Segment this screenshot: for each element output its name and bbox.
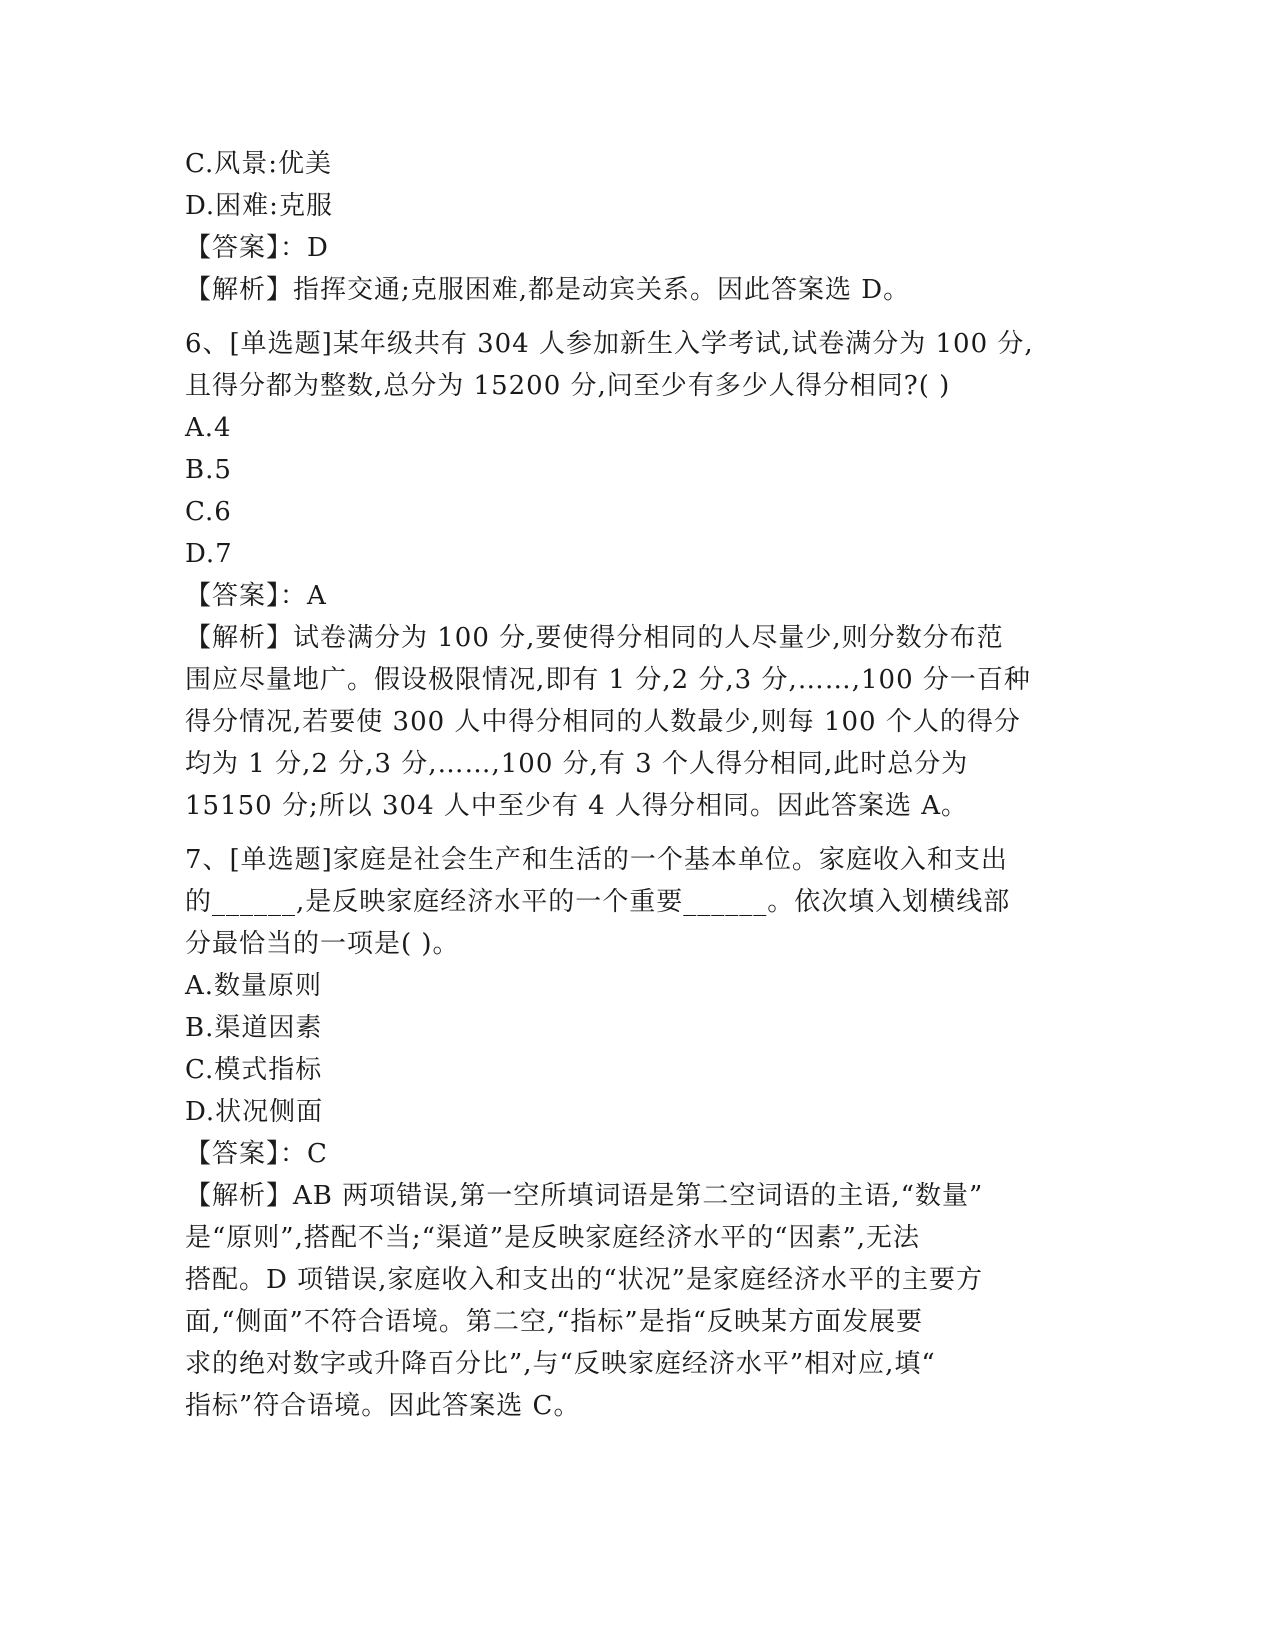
answer-line: 【答案】：A (185, 581, 327, 611)
option-b: B.5 (185, 455, 232, 485)
analysis-line: 面,“侧面”不符合语境。第二空,“指标”是指“反映某方面发展要 (185, 1307, 923, 1337)
question-stem-line: 的______,是反映家庭经济水平的一个重要______。依次填入划横线部 (185, 887, 1011, 917)
question-stem-line: 7、[单选题]家庭是社会生产和生活的一个基本单位。家庭收入和支出 (185, 845, 1008, 875)
analysis-line: 是“原则”,搭配不当;“渠道”是反映家庭经济水平的“因素”,无法 (185, 1223, 921, 1253)
question-stem-line: 且得分都为整数,总分为 15200 分,问至少有多少人得分相同?( ) (185, 371, 951, 401)
analysis-line: 求的绝对数字或升降百分比”,与“反映家庭经济水平”相对应,填“ (185, 1349, 936, 1379)
option-a: A.4 (185, 413, 232, 443)
analysis-line: 【解析】指挥交通;克服困难,都是动宾关系。因此答案选 D。 (185, 275, 911, 305)
analysis-line: 均为 1 分,2 分,3 分,……,100 分,有 3 个人得分相同,此时总分为 (185, 749, 969, 779)
question-7 (185, 839, 1085, 1427)
question-stem-line: 6、[单选题]某年级共有 304 人参加新生入学考试,试卷满分为 100 分, (185, 329, 1034, 359)
analysis-line: 指标”符合语境。因此答案选 C。 (185, 1391, 581, 1421)
question-stem-line: 分最恰当的一项是( )。 (185, 929, 460, 959)
option-c: C.风景:优美 (185, 149, 332, 179)
document-page (185, 143, 1085, 1427)
answer-line: 【答案】：C (185, 1139, 328, 1169)
analysis-line: 得分情况,若要使 300 人中得分相同的人数最少,则每 100 个人的得分 (185, 707, 1021, 737)
question-6 (185, 323, 1085, 827)
option-d: D.7 (185, 539, 233, 569)
option-d: D.困难:克服 (185, 191, 333, 221)
analysis-line: 【解析】AB 两项错误,第一空所填词语是第二空词语的主语,“数量” (185, 1181, 984, 1211)
analysis-line: 搭配。D 项错误,家庭收入和支出的“状况”是家庭经济水平的主要方 (185, 1265, 983, 1295)
answer-line: 【答案】：D (185, 233, 329, 263)
analysis-line: 围应尽量地广。假设极限情况,即有 1 分,2 分,3 分,……,100 分一百种 (185, 665, 1031, 695)
analysis-line: 15150 分;所以 304 人中至少有 4 人得分相同。因此答案选 A。 (185, 791, 969, 821)
option-c: C.6 (185, 497, 232, 527)
option-b: B.渠道因素 (185, 1013, 323, 1043)
option-a: A.数量原则 (185, 971, 323, 1001)
option-d: D.状况侧面 (185, 1097, 324, 1127)
analysis-line: 【解析】试卷满分为 100 分,要使得分相同的人尽量少,则分数分布范 (185, 623, 1004, 653)
option-c: C.模式指标 (185, 1055, 323, 1085)
